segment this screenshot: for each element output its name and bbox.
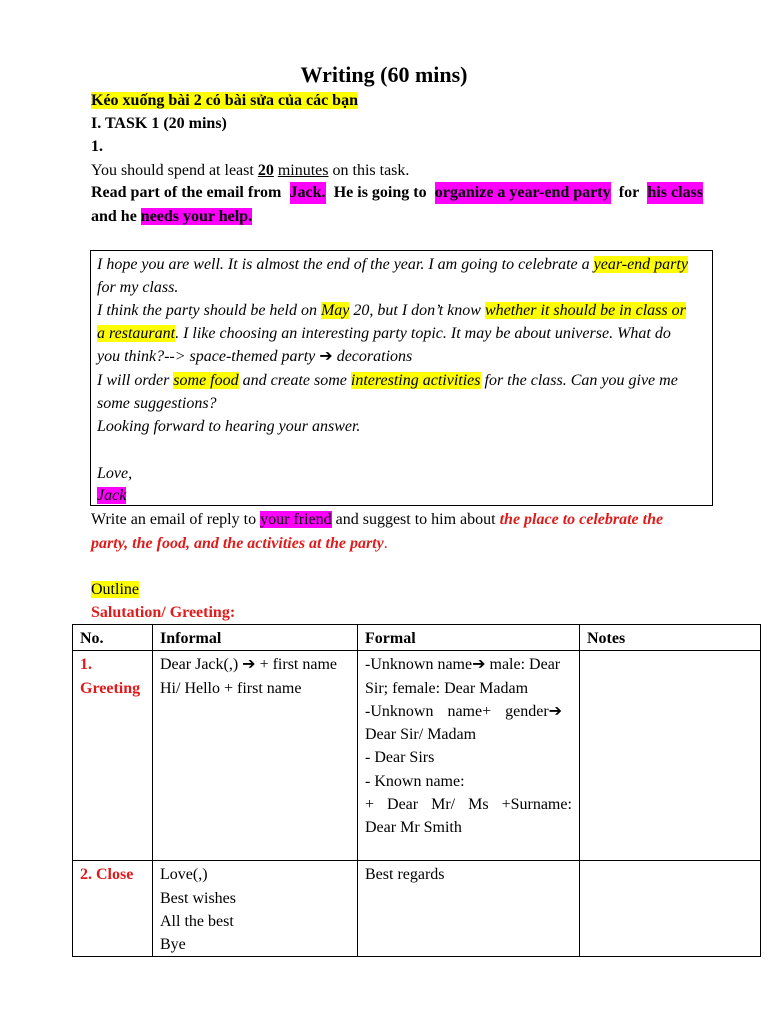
cell-line: -Unknown name➔ male: Dear	[365, 656, 561, 674]
task-number: 1.	[91, 138, 103, 155]
email-highlight-activities: interesting activities	[350, 372, 481, 389]
note-line	[91, 90, 358, 112]
instruction-line-1	[91, 182, 703, 204]
email-line-6	[97, 370, 678, 392]
spend-unit: minutes	[277, 162, 329, 179]
instr-his-class: his class	[647, 182, 703, 204]
informal-cell	[153, 651, 358, 861]
row-number-greeting	[73, 651, 153, 861]
reply-emphasis: party, the food, and the activities at the party	[91, 535, 384, 552]
cell-line: All the best	[160, 912, 234, 930]
note-highlight: Kéo xuống bài 2 có bài sửa của các bạn	[91, 92, 358, 109]
table-row	[73, 861, 761, 957]
informal-cell	[153, 861, 358, 957]
email-highlight-year-end-party: year-end party	[593, 256, 688, 273]
email-line-3	[97, 300, 686, 322]
cell-line: Bye	[160, 936, 186, 954]
notes-cell	[580, 861, 761, 957]
instr-c: for	[618, 184, 640, 201]
email-line-4	[97, 323, 671, 345]
row-number-close	[73, 861, 153, 957]
header-no: No.	[73, 625, 153, 651]
cell-line: Sir; female: Dear Madam	[365, 679, 529, 697]
instr-organize: organize a year-end party	[435, 182, 611, 204]
cell-line: Dear Sir/ Madam	[365, 726, 477, 744]
cell-line: Love(,)	[160, 866, 208, 884]
reply-line-1	[91, 509, 663, 531]
email-text: . I like choosing an interesting party topic. It may be about universe. What do	[175, 325, 671, 342]
email-text: for the class. Can you give me	[480, 372, 678, 389]
outline-table	[72, 624, 761, 957]
email-line-2: for my class.	[97, 279, 179, 296]
instr-jack: Jack.	[290, 182, 326, 204]
instr-needs: needs your help.	[140, 208, 253, 225]
email-line-10	[97, 485, 126, 507]
arrow-right-icon: ➔	[319, 348, 333, 365]
row-number: 1.	[80, 656, 92, 674]
row-label: 2. Close	[80, 866, 134, 884]
table-header-row	[73, 625, 761, 651]
instruction-line-2	[91, 206, 252, 228]
outline-label: Outline	[91, 581, 139, 598]
reply-highlight-friend: your friend	[260, 511, 332, 528]
cell-line: Dear Jack(,) ➔ + first name	[160, 656, 338, 674]
email-line-7: some suggestions?	[97, 395, 217, 412]
cell-line: Best regards	[365, 866, 445, 884]
formal-cell	[358, 651, 580, 861]
reply-text: Write an email of reply to	[91, 511, 261, 528]
reply-emphasis: the place to celebrate the	[499, 511, 664, 528]
spend-number: 20	[257, 162, 274, 179]
email-text: and create some	[238, 372, 351, 389]
spend-pre: You should spend at least	[91, 162, 258, 179]
instr-b: He is going to	[333, 184, 427, 201]
header-formal: Formal	[358, 625, 580, 651]
email-highlight-restaurant: a restaurant	[97, 325, 176, 342]
cell-line: -Unknown name+ gender➔	[365, 702, 563, 720]
email-text: you think?--> space-themed party	[97, 348, 320, 365]
reply-line-2	[91, 533, 388, 555]
email-highlight-may: May	[320, 302, 350, 319]
cell-line: Best wishes	[160, 889, 236, 907]
cell-line: + Dear Mr/ Ms +Surname:	[365, 796, 572, 814]
table-row	[73, 651, 761, 861]
email-box	[90, 250, 713, 506]
instr-a: Read part of the email from	[91, 184, 282, 201]
reply-period: .	[383, 535, 388, 552]
email-text: decorations	[332, 348, 413, 365]
formal-cell	[358, 861, 580, 957]
row-label: Greeting	[80, 679, 141, 697]
cell-line: - Dear Sirs	[365, 749, 435, 767]
email-line-9: Love,	[97, 465, 133, 482]
cell-line: Hi/ Hello + first name	[160, 679, 302, 697]
instr-d: and he	[91, 208, 141, 225]
email-text: 20, but I don’t know	[349, 302, 485, 319]
salutation-heading: Salutation/ Greeting:	[91, 604, 236, 621]
email-highlight-class-or: whether it should be in class or	[484, 302, 686, 319]
email-line-5	[97, 346, 412, 368]
page-title: Writing (60 mins)	[300, 62, 468, 87]
email-line-1	[97, 254, 688, 276]
header-notes: Notes	[580, 625, 761, 651]
email-text: I think the party should be held on	[97, 302, 321, 319]
cell-line: Dear Mr Smith	[365, 819, 462, 837]
email-signature-jack: Jack	[97, 487, 127, 504]
cell-line: - Known name:	[365, 772, 465, 790]
notes-cell	[580, 651, 761, 861]
spend-post: on this task.	[328, 162, 410, 179]
email-text: I hope you are well. It is almost the end of the year. I am going to celebrate a	[97, 256, 594, 273]
task-heading: I. TASK 1 (20 mins)	[91, 115, 227, 132]
header-informal: Informal	[153, 625, 358, 651]
outline-line	[91, 579, 139, 601]
reply-text: and suggest to him about	[331, 511, 500, 528]
email-highlight-some-food: some food	[173, 372, 239, 389]
email-text: I will order	[97, 372, 174, 389]
spend-time-line	[91, 160, 409, 182]
email-line-8: Looking forward to hearing your answer.	[97, 418, 361, 435]
